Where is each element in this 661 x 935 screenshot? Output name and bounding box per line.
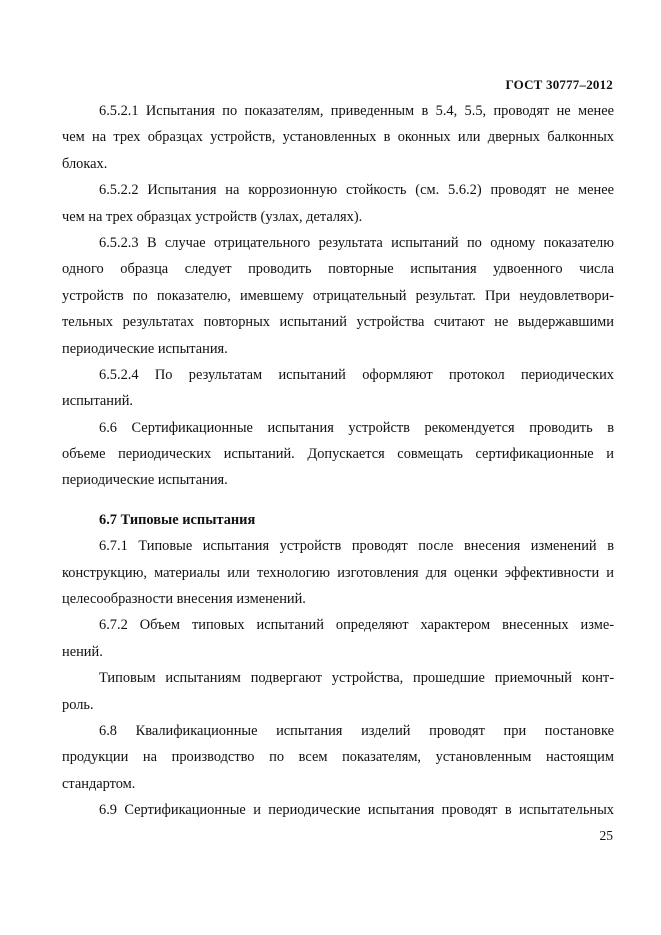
paragraph bbox=[62, 230, 614, 362]
paragraph-line: 6.5.2.4 По результатам испытаний оформляют протокол периодических bbox=[99, 366, 614, 383]
paragraph bbox=[62, 533, 614, 612]
paragraph-line: 6.5.2.2 Испытания на коррозионную стойкость (см. 5.6.2) проводят не менее bbox=[99, 182, 614, 199]
document-body bbox=[62, 98, 614, 824]
paragraph bbox=[62, 612, 614, 665]
section-heading: 6.7 Типовые испытания bbox=[99, 511, 256, 528]
paragraph-line: роль. bbox=[62, 696, 94, 713]
page-number: 25 bbox=[599, 828, 613, 843]
paragraph bbox=[62, 665, 614, 718]
paragraph-line: 6.9 Сертификационные и периодические испытания проводят в испытательных bbox=[99, 802, 614, 819]
paragraph bbox=[62, 98, 614, 177]
paragraph-line: Типовым испытаниям подвергают устройства, прошедшие приемочный конт- bbox=[99, 670, 614, 687]
paragraph-line: тельных результатах повторных испытаний устройства считают не выдержавшими bbox=[62, 314, 614, 331]
paragraph-line: 6.5.2.3 В случае отрицательного результата испытаний по одному показателю bbox=[99, 234, 614, 251]
paragraph-line: целесообразности внесения изменений. bbox=[62, 591, 306, 608]
paragraph-line: объеме периодических испытаний. Допускается совмещать сертификационные и bbox=[62, 446, 614, 463]
paragraph-line: 6.7.1 Типовые испытания устройств проводят после внесения изменений в bbox=[99, 538, 614, 555]
paragraph-line: нений. bbox=[62, 643, 103, 660]
paragraph-line: периодические испытания. bbox=[62, 340, 228, 357]
paragraph bbox=[62, 177, 614, 230]
paragraph-line: блоках. bbox=[62, 155, 108, 172]
paragraph-group-1 bbox=[62, 98, 614, 494]
paragraph-line: 6.5.2.1 Испытания по показателям, приведенным в 5.4, 5.5, проводят не менее bbox=[99, 103, 614, 119]
paragraph-group-2 bbox=[62, 533, 614, 823]
paragraph-line: продукции на производство по всем показателям, установленным настоящим bbox=[62, 749, 614, 766]
paragraph-line: испытаний. bbox=[62, 393, 134, 410]
paragraph-line: устройств по показателю, имевшему отрицательный результат. При неудовлетвори- bbox=[62, 287, 614, 304]
paragraph-line: 6.7.2 Объем типовых испытаний определяют характером внесенных изме- bbox=[99, 617, 614, 634]
paragraph-line: чем на трех образцах устройств (узлах, деталях). bbox=[62, 208, 363, 225]
paragraph-line: конструкцию, материалы или технологию изготовления для оценки эффективности и bbox=[62, 564, 614, 581]
paragraph-line: периодические испытания. bbox=[62, 472, 228, 489]
paragraph-line: 6.8 Квалификационные испытания изделий проводят при постановке bbox=[99, 722, 614, 739]
paragraph-line: одного образца следует проводить повторные испытания удвоенного числа bbox=[62, 261, 614, 278]
paragraph bbox=[62, 362, 614, 415]
paragraph bbox=[62, 797, 614, 823]
paragraph bbox=[62, 415, 614, 494]
paragraph-line: чем на трех образцах устройств, установленных в оконных или дверных балконных bbox=[62, 129, 614, 146]
page-header: ГОСТ 30777–2012 bbox=[505, 77, 613, 92]
paragraph bbox=[62, 718, 614, 797]
paragraph-line: 6.6 Сертификационные испытания устройств рекомендуется проводить в bbox=[99, 419, 614, 436]
paragraph-line: стандартом. bbox=[62, 775, 136, 792]
